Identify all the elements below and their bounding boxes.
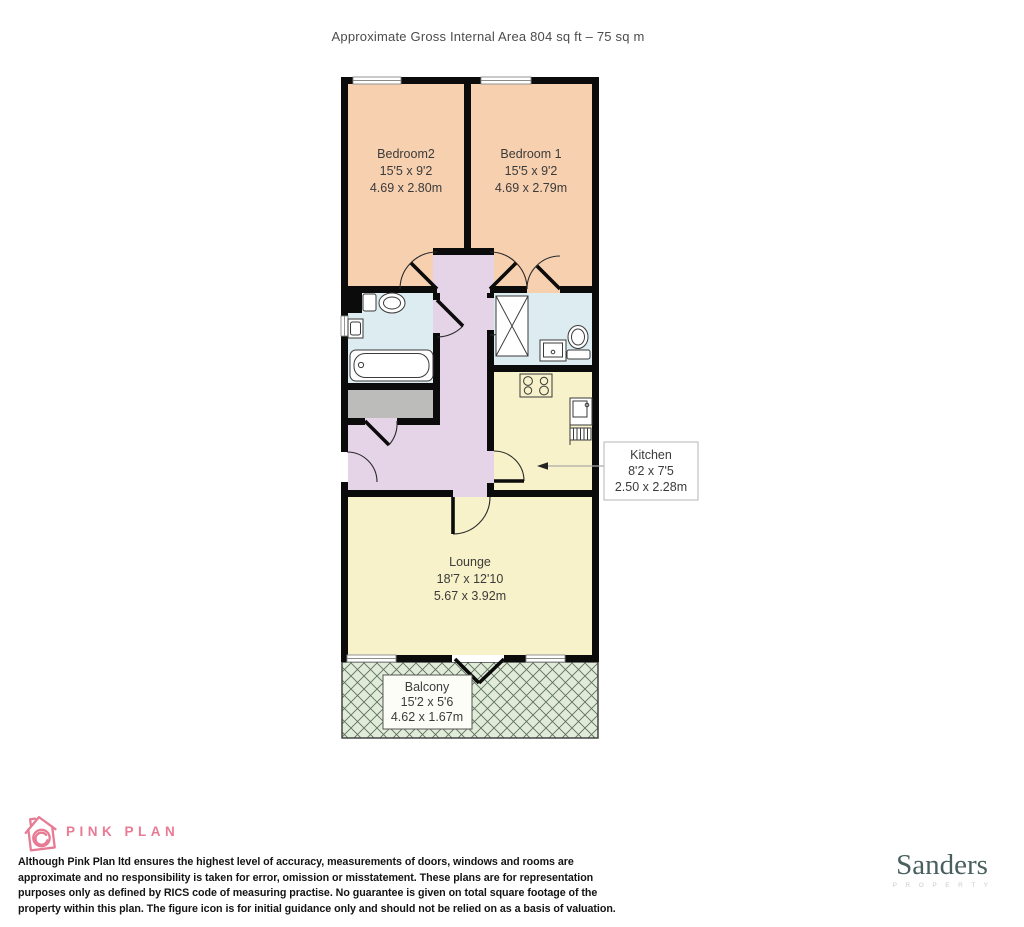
kitchen-size-imperial: 8'2 x 7'5 xyxy=(628,464,674,478)
disclaimer-line: approximate and no responsibility is taken for error, omission or misstatement. These plans are for representation xyxy=(18,871,594,884)
window xyxy=(481,77,531,84)
lounge-size-metric: 5.67 x 3.92m xyxy=(433,589,507,603)
pink-plan-house-icon xyxy=(18,810,64,856)
sanders-wordmark: Sanders xyxy=(896,849,988,881)
page-title: Approximate Gross Internal Area 804 sq ft – 75 sq m xyxy=(331,29,645,44)
window xyxy=(347,655,396,662)
sink-icon xyxy=(348,319,363,338)
sanders-property-subtitle: P R O P E R T Y xyxy=(892,882,992,889)
disclaimer-line: Although Pink Plan ltd ensures the highest level of accuracy, measurements of doors, windows and rooms are xyxy=(18,856,574,868)
kitchen-size-metric: 2.50 x 2.28m xyxy=(614,480,688,494)
kitchen-label: Kitchen xyxy=(630,448,672,462)
entrance-opening xyxy=(341,452,348,482)
pink-plan-wordmark: PINK PLAN xyxy=(66,824,180,839)
toilet-icon xyxy=(567,326,590,360)
hallway-entrance-area xyxy=(348,418,433,497)
sink-icon xyxy=(540,340,566,361)
window xyxy=(353,77,401,84)
toilet-icon xyxy=(363,293,405,313)
window xyxy=(341,316,348,336)
hallway xyxy=(433,248,494,497)
disclaimer-text xyxy=(18,855,616,917)
bedroom1-size-imperial: 15'5 x 9'2 xyxy=(504,164,558,178)
balcony-size-metric: 4.62 x 1.67m xyxy=(390,710,464,724)
lounge-size-imperial: 18'7 x 12'10 xyxy=(436,572,504,586)
bedroom1-label: Bedroom 1 xyxy=(500,147,562,161)
drainer-icon xyxy=(570,428,591,440)
balcony-callout xyxy=(383,675,472,729)
window xyxy=(526,655,565,662)
bedroom1-size-metric: 4.69 x 2.79m xyxy=(494,181,568,195)
kitchen-sink-icon xyxy=(570,398,592,425)
disclaimer-line: purposes only as defined by RICS code of measuring practise. No guarantee is given on total square footage of the xyxy=(18,887,598,900)
bedroom2-label: Bedroom2 xyxy=(377,147,435,161)
bedroom2-size-metric: 4.69 x 2.80m xyxy=(369,181,443,195)
lounge-label: Lounge xyxy=(449,555,491,569)
shower-icon xyxy=(496,296,528,356)
bedroom2-size-imperial: 15'5 x 9'2 xyxy=(379,164,433,178)
disclaimer-line: property within this plan. The figure icon is for initial guidance only and should not be relied on as a basis of valuation. xyxy=(18,902,616,915)
balcony-label: Balcony xyxy=(404,680,450,694)
sanders-logo xyxy=(886,850,998,889)
bathtub-icon xyxy=(350,350,433,381)
balcony-door-opening xyxy=(452,655,504,662)
storage-cupboard xyxy=(348,390,433,418)
balcony-size-imperial: 15'2 x 5'6 xyxy=(400,695,454,709)
